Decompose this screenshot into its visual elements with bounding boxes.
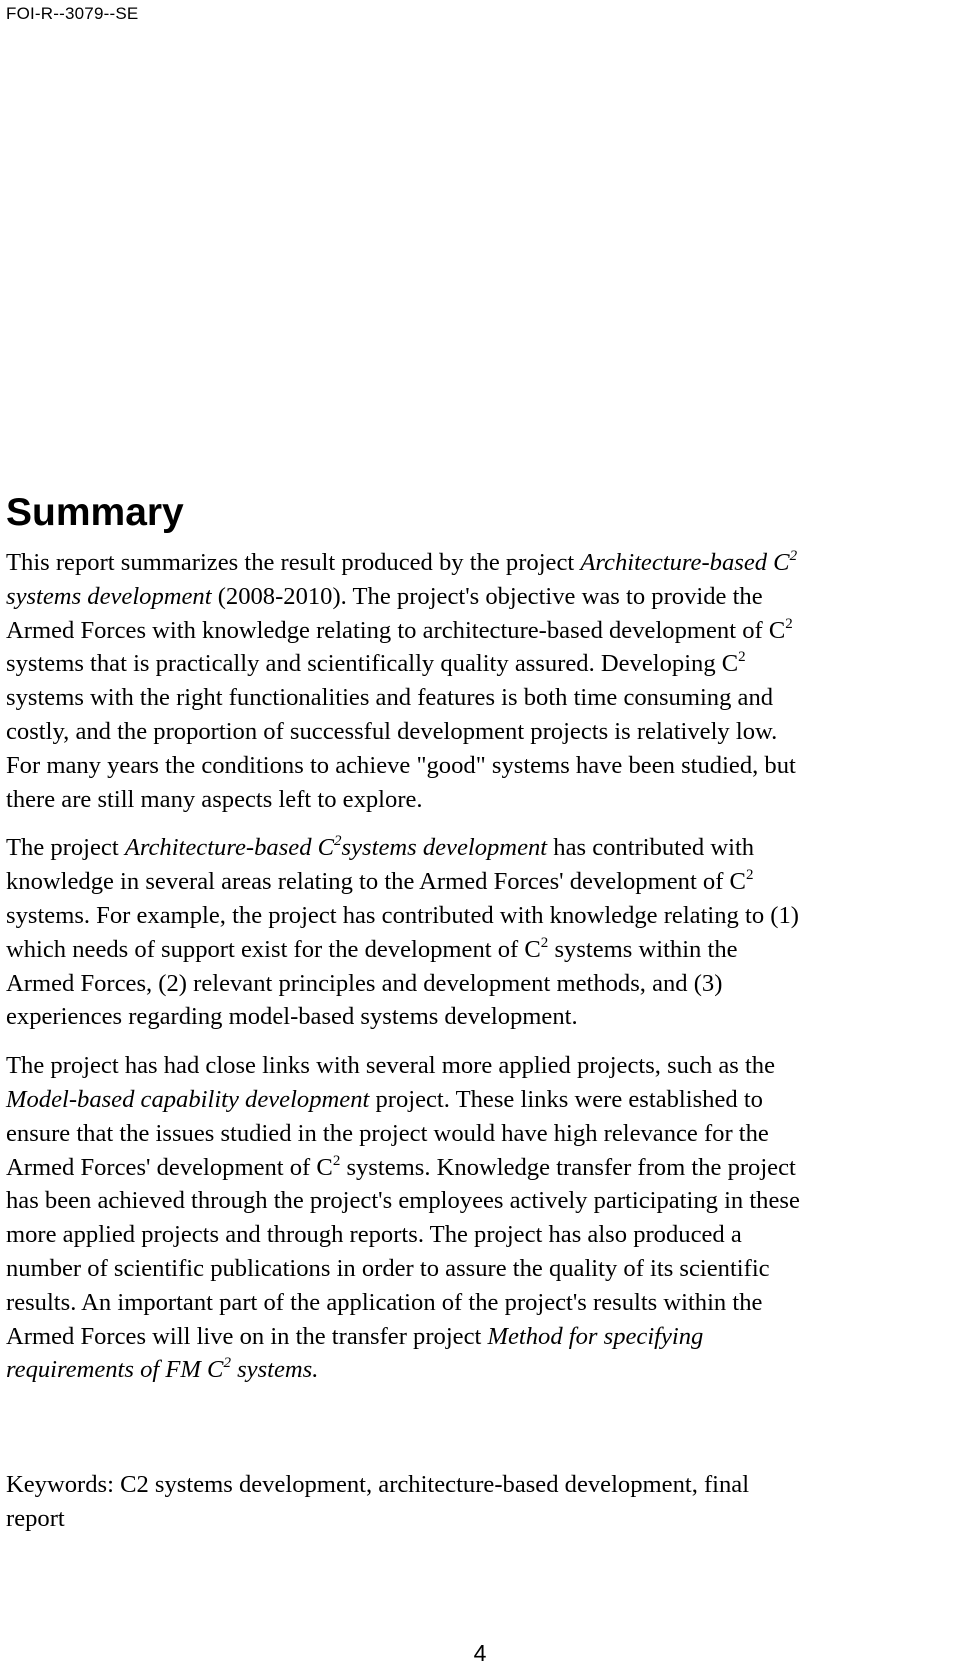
text-line [6, 1117, 956, 1151]
text-run: Armed Forces' development of C [6, 1153, 333, 1181]
text-run: experiences regarding model-based systems development. [6, 1003, 578, 1031]
text-run: The project [6, 834, 125, 862]
text-run: Armed Forces will live on in the transfer project [6, 1322, 488, 1350]
section-title: Summary [6, 491, 184, 534]
italic-run: requirements of FM C [6, 1356, 224, 1384]
text-run: systems with the right functionalities and features is both time consuming and [6, 684, 774, 712]
superscript: 2 [789, 548, 798, 564]
text-line [6, 1353, 956, 1387]
text-line [6, 783, 956, 817]
text-run: systems. For example, the project has contributed with knowledge relating to (1) [6, 901, 799, 929]
keywords-line: report [6, 1504, 65, 1532]
text-run: there are still many aspects left to explore. [6, 785, 423, 813]
text-run: (2008-2010). The project's objective was to provide the [211, 582, 763, 610]
italic-run: systems development [6, 582, 212, 610]
text-run: more applied projects and through reports. The project has also produced a [6, 1221, 742, 1249]
text-run: systems within the [548, 935, 738, 963]
text-run: has been achieved through the project's employees actively participating in these [6, 1187, 800, 1215]
text-run: ensure that the issues studied in the project would have high relevance for the [6, 1119, 769, 1147]
text-run: Armed Forces, (2) relevant principles and development methods, and (3) [6, 969, 723, 997]
text-line [6, 546, 956, 580]
summary-body [6, 546, 956, 1387]
italic-run: Model-based capability development [6, 1085, 370, 1113]
text-run: systems that is practically and scientifically quality assured. Developing C [6, 650, 739, 678]
text-run: results. An important part of the application of the project's results within the [6, 1288, 763, 1316]
text-run: which needs of support exist for the development of C [6, 935, 541, 963]
text-line [6, 1151, 956, 1185]
italic-run: Architecture-based C [124, 834, 335, 862]
superscript: 2 [745, 867, 754, 884]
text-line [6, 933, 956, 967]
italic-run: Architecture-based C [580, 549, 790, 576]
superscript: 2 [332, 1152, 341, 1169]
text-line [6, 1184, 956, 1218]
text-run: costly, and the proportion of successful development projects is relatively low. [6, 717, 778, 745]
paragraph [6, 1049, 956, 1387]
superscript: 2 [223, 1355, 231, 1372]
text-run: project. These links were established to [369, 1085, 763, 1113]
text-run: The project has had close links with several more applied projects, such as the [6, 1052, 775, 1080]
text-run: Armed Forces with knowledge relating to architecture-based development of C [6, 616, 786, 644]
text-line [6, 580, 956, 614]
italic-run: systems development [341, 834, 548, 862]
text-line [6, 831, 956, 865]
text-line [6, 715, 956, 749]
italic-run: systems. [230, 1356, 319, 1384]
page-number: 4 [473, 1640, 487, 1666]
superscript: 2 [738, 649, 746, 666]
text-line [6, 1252, 956, 1286]
superscript: 2 [785, 615, 793, 632]
paragraph-gap [6, 816, 956, 831]
text-line [6, 749, 956, 783]
paragraph-gap [6, 1034, 956, 1049]
text-line [6, 681, 956, 715]
superscript: 2 [334, 833, 342, 850]
keywords [6, 1468, 946, 1536]
text-run: systems. Knowledge transfer from the project [340, 1153, 796, 1181]
text-line [6, 614, 956, 648]
text-line [6, 1218, 956, 1252]
paragraph [6, 546, 956, 816]
text-line [6, 647, 956, 681]
text-line [6, 865, 956, 899]
text-line [6, 967, 956, 1001]
text-line [6, 1083, 956, 1117]
text-run: has contributed with [547, 834, 755, 862]
superscript: 2 [540, 934, 549, 951]
text-line [6, 1286, 956, 1320]
text-run: knowledge in several areas relating to the Armed Forces' development of C [6, 868, 746, 896]
text-line [6, 1320, 956, 1354]
italic-run: Method for specifying [487, 1322, 704, 1350]
text-line [6, 1049, 956, 1083]
text-line [6, 899, 956, 933]
keywords-line: Keywords: C2 systems development, architecture-based development, final [6, 1471, 750, 1498]
paragraph [6, 831, 956, 1034]
text-line [6, 1000, 956, 1034]
text-run: This report summarizes the result produced by the project [6, 549, 581, 576]
text-run: number of scientific publications in order to assure the quality of its scientific [6, 1254, 770, 1282]
text-run: For many years the conditions to achieve "good" systems have been studied, but [6, 751, 796, 779]
report-id: FOI-R--3079--SE [6, 4, 139, 23]
